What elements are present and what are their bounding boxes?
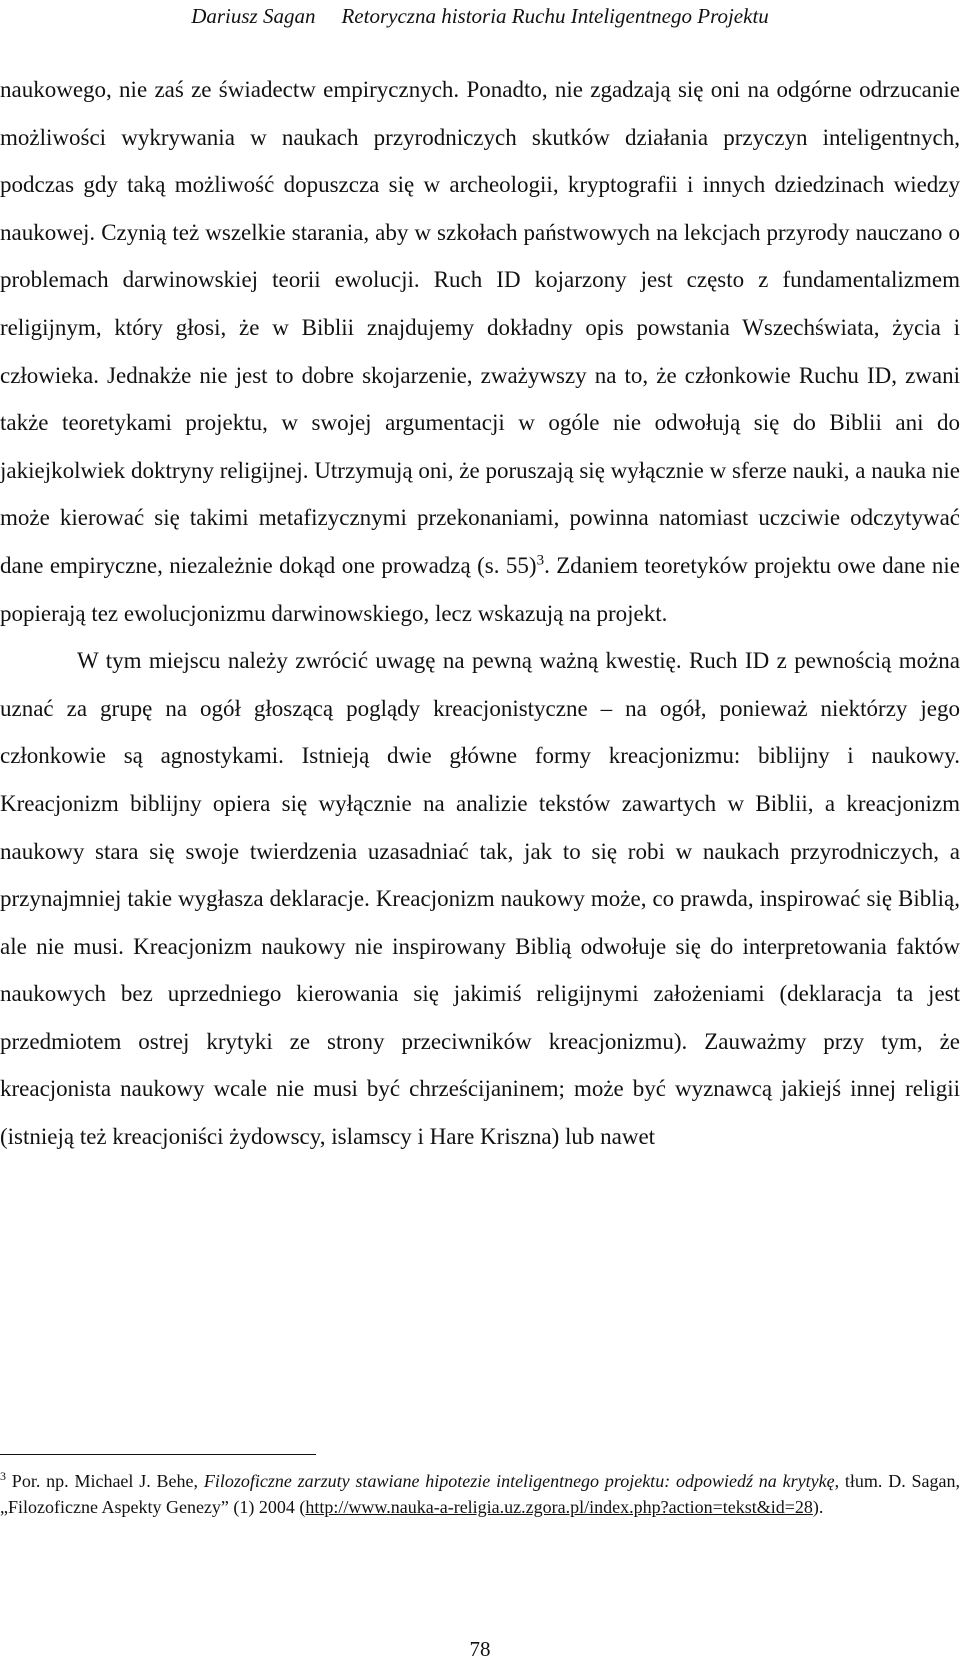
footnote-reference[interactable]: 3 bbox=[536, 552, 545, 569]
footnote-link[interactable]: http://www.nauka-a-religia.uz.zgora.pl/index.php?action=tekst&id=28 bbox=[305, 1497, 813, 1517]
footnote-marker: 3 bbox=[0, 1469, 6, 1483]
header-author: Dariusz Sagan bbox=[191, 4, 316, 28]
paragraph-1 bbox=[0, 66, 960, 637]
footnote bbox=[0, 1468, 960, 1520]
footnote-book-title: Filozoficzne zarzuty stawiane hipotezie inteligentnego projektu: odpowiedź na krytykę bbox=[203, 1471, 835, 1491]
page-number: 78 bbox=[469, 1637, 491, 1661]
paragraph-1-text-end: . Zdaniem teoretyków projektu owe dane nie popierają tez ewolucjonizmu darwinowskiego, lecz wskazują na projekt. bbox=[0, 552, 960, 626]
footnote-suffix: ). bbox=[812, 1497, 824, 1517]
footnote-separator bbox=[0, 1454, 316, 1455]
paragraph-1-text: naukowego, nie zaś ze świadectw empirycznych. Ponadto, nie zgadzają się oni na odgórne odrzucanie możliwości wykrywania w naukach przyrodniczych skutków działania przyczyn inteligentnych, podczas gdy taką możliwość dopuszcza się w archeologii, kryptografii i innych dziedzinach wiedzy naukowej. Czynią też wszelkie starania, aby w szkołach państwowych na lekcjach przyrody nauczano o problemach darwinowskiej teorii ewolucji. Ruch ID kojarzony jest często z fundamentalizmem religijnym, który głosi, że w Biblii znajdujemy dokładny opis powstania Wszechświata, życia i człowieka. Jednakże nie jest to dobre skojarzenie, zważywszy na to, że członkowie Ruchu ID, zwani także teoretykami projektu, w swojej argumentacji w ogóle nie odwołują się do Biblii ani do jakiejkolwiek doktryny religijnej. Utrzymują oni, że poruszają się wyłącznie w sferze nauki, a nauka nie może kierować się takimi metafizycznymi przekonaniami, powinna natomiast uczciwie odczytywać dane empiryczne, niezależnie dokąd one prowadzą (s. 55) bbox=[0, 77, 960, 578]
body-text bbox=[0, 66, 960, 1161]
header-title: Retoryczna historia Ruchu Inteligentnego Projektu bbox=[341, 4, 769, 28]
running-header bbox=[0, 0, 960, 30]
footnote-prefix: Por. np. Michael J. Behe, bbox=[6, 1471, 204, 1491]
paragraph-2: W tym miejscu należy zwrócić uwagę na pewną ważną kwestię. Ruch ID z pewnością można uznać za grupę na ogół głoszącą poglądy kreacjonistyczne – na ogół, ponieważ niektórzy jego członkowie są agnostykami. Istnieją dwie główne formy kreacjonizmu: biblijny i naukowy. Kreacjonizm biblijny opiera się wyłącznie na analizie tekstów zawartych w Biblii, a kreacjonizm naukowy stara się swoje twierdzenia uzasadniać tak, jak to się robi w naukach przyrodniczych, a przynajmniej takie wygłasza deklaracje. Kreacjonizm naukowy może, co prawda, inspirować się Biblią, ale nie musi. Kreacjonizm naukowy nie inspirowany Biblią odwołuje się do interpretowania faktów naukowych bez uprzedniego kierowania się jakimiś religijnymi założeniami (deklaracja ta jest przedmiotem ostrej krytyki ze strony przeciwników kreacjonizmu). Zauważmy przy tym, że kreacjonista naukowy wcale nie musi być chrześcijaninem; może być wyznawcą jakiejś innej religii (istnieją też kreacjoniści żydowscy, islamscy i Hare Kriszna) lub nawet bbox=[0, 648, 960, 1150]
footnote-middle: , tłum. D. Sagan, „Filozoficzne Aspekty Genezy” (1) 2004 ( bbox=[0, 1471, 960, 1517]
